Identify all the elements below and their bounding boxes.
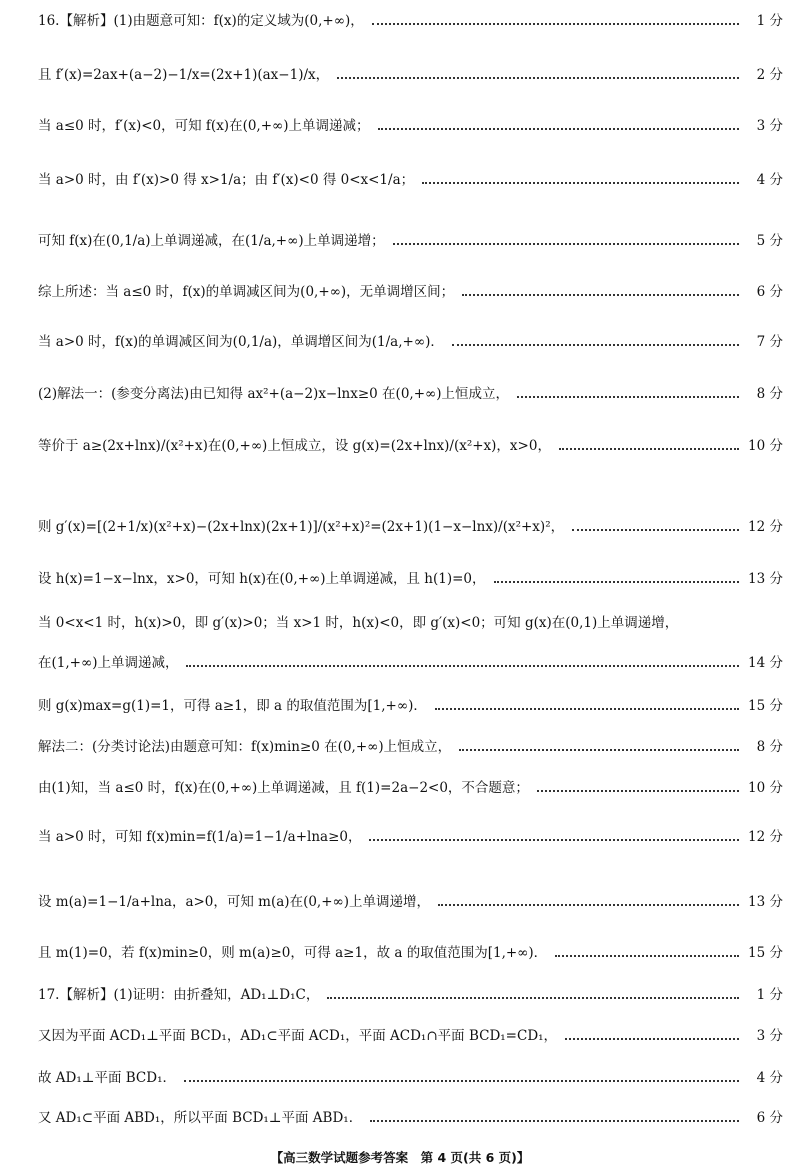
line-score: 6 分 [756,1110,783,1126]
leader-dots [572,529,739,531]
line-text: (2)解法一：(参变分离法)由已知得 ax²+(a−2)x−lnx≥0 在(0,+∞)上恒成立， [38,386,510,402]
line-text: 当 a>0 时，f(x)的单调减区间为(0,1/a)，单调增区间为(1/a,+∞)． [38,334,444,350]
answer-line [38,779,783,797]
line-text: 当 a≤0 时，f′(x)<0，可知 f(x)在(0,+∞)上单调递减； [38,118,370,134]
line-score: 8 分 [756,386,783,402]
answer-line [38,437,783,455]
answer-line [38,828,783,846]
line-text: 在(1,+∞)上单调递减， [38,655,179,671]
leader-dots [372,23,739,25]
line-text: 则 g(x)max=g(1)=1，可得 a≥1，即 a 的取值范围为[1,+∞)． [38,698,427,714]
line-text: 由(1)知，当 a≤0 时，f(x)在(0,+∞)上单调递减，且 f(1)=2a−2<0，不合题意； [38,780,529,796]
leader-dots [370,1120,739,1122]
line-score: 12 分 [748,829,783,845]
line-score: 13 分 [748,571,783,587]
line-text: 综上所述：当 a≤0 时，f(x)的单调减区间为(0,+∞)，无单调增区间； [38,284,455,300]
line-score: 2 分 [756,67,783,83]
line-score: 1 分 [756,13,783,29]
answer-line [38,171,783,189]
leader-dots [393,243,739,245]
answer-line [38,614,783,632]
answer-line [38,654,783,672]
line-score: 5 分 [756,233,783,249]
page-footer: 【高三数学试题参考答案 第 4 页(共 6 页)】 [270,1150,530,1165]
line-score: 12 分 [748,519,783,535]
line-score: 7 分 [756,334,783,350]
answer-line [38,893,783,911]
line-text: 可知 f(x)在(0,1/a)上单调递减，在(1/a,+∞)上单调递增； [38,233,385,249]
answer-line [38,570,783,588]
line-text: 当 a>0 时，可知 f(x)min=f(1/a)=1−1/a+lna≥0， [38,829,362,845]
line-score: 8 分 [756,739,783,755]
answer-line [38,1109,783,1127]
answer-line [38,697,783,715]
leader-dots [327,997,739,999]
line-score: 14 分 [748,655,783,671]
leader-dots [186,665,739,667]
answer-line [38,66,783,84]
leader-dots [565,1038,739,1040]
line-score: 1 分 [756,987,783,1003]
answer-line [38,283,783,301]
leader-dots [555,955,739,957]
leader-dots [438,904,739,906]
line-score: 3 分 [756,118,783,134]
line-text: 16.【解析】(1)由题意可知：f(x)的定义域为(0,+∞)， [38,13,364,29]
leader-dots [337,77,739,79]
line-score: 6 分 [756,284,783,300]
answer-line [38,738,783,756]
line-text: 当 0<x<1 时，h(x)>0，即 g′(x)>0；当 x>1 时，h(x)<0，即 g′(x)<0；可知 g(x)在(0,1)上单调递增， [38,615,679,631]
answer-line [38,232,783,250]
line-score: 15 分 [748,698,783,714]
answer-line [38,986,783,1004]
line-score: 4 分 [756,172,783,188]
line-score: 10 分 [748,438,783,454]
leader-dots [422,182,739,184]
leader-dots [494,581,739,583]
line-text: 又 AD₁⊂平面 ABD₁，所以平面 BCD₁⊥平面 ABD₁． [38,1110,363,1126]
answer-line [38,518,783,536]
line-score: 10 分 [748,780,783,796]
line-score: 3 分 [756,1028,783,1044]
answer-line [38,1027,783,1045]
answer-line [38,385,783,403]
leader-dots [517,396,739,398]
line-text: 设 m(a)=1−1/a+lna，a>0，可知 m(a)在(0,+∞)上单调递增， [38,894,431,910]
line-text: 17.【解析】(1)证明：由折叠知，AD₁⊥D₁C， [38,987,320,1003]
line-text: 解法二：(分类讨论法)由题意可知：f(x)min≥0 在(0,+∞)上恒成立， [38,739,452,755]
leader-dots [369,839,739,841]
line-text: 等价于 a≥(2x+lnx)/(x²+x)在(0,+∞)上恒成立，设 g(x)=(2x+lnx)/(x²+x)，x>0， [38,438,551,454]
leader-dots [378,128,739,130]
line-score: 4 分 [756,1070,783,1086]
leader-dots [184,1080,739,1082]
line-text: 故 AD₁⊥平面 BCD₁． [38,1070,176,1086]
answer-line [38,12,783,30]
leader-dots [435,708,739,710]
line-text: 设 h(x)=1−x−lnx，x>0，可知 h(x)在(0,+∞)上单调递减，且 h(1)=0， [38,571,486,587]
line-text: 且 f′(x)=2ax+(a−2)−1/x=(2x+1)(ax−1)/x， [38,67,330,83]
answer-line [38,333,783,351]
leader-dots [537,790,739,792]
line-text: 且 m(1)=0，若 f(x)min≥0，则 m(a)≥0，可得 a≥1，故 a 的取值范围为[1,+∞)． [38,945,548,961]
leader-dots [559,448,739,450]
answer-line [38,117,783,135]
line-text: 又因为平面 ACD₁⊥平面 BCD₁，AD₁⊂平面 ACD₁，平面 ACD₁∩平面 BCD₁=CD₁， [38,1028,558,1044]
line-score: 13 分 [748,894,783,910]
answer-line [38,944,783,962]
line-text: 当 a>0 时，由 f′(x)>0 得 x>1/a；由 f′(x)<0 得 0<x<1/a； [38,172,415,188]
leader-dots [452,344,739,346]
line-text: 则 g′(x)=[(2+1/x)(x²+x)−(2x+lnx)(2x+1)]/(x²+x)²=(2x+1)(1−x−lnx)/(x²+x)²， [38,519,565,535]
line-score: 15 分 [748,945,783,961]
leader-dots [462,294,739,296]
answer-line [38,1069,783,1087]
leader-dots [459,749,739,751]
